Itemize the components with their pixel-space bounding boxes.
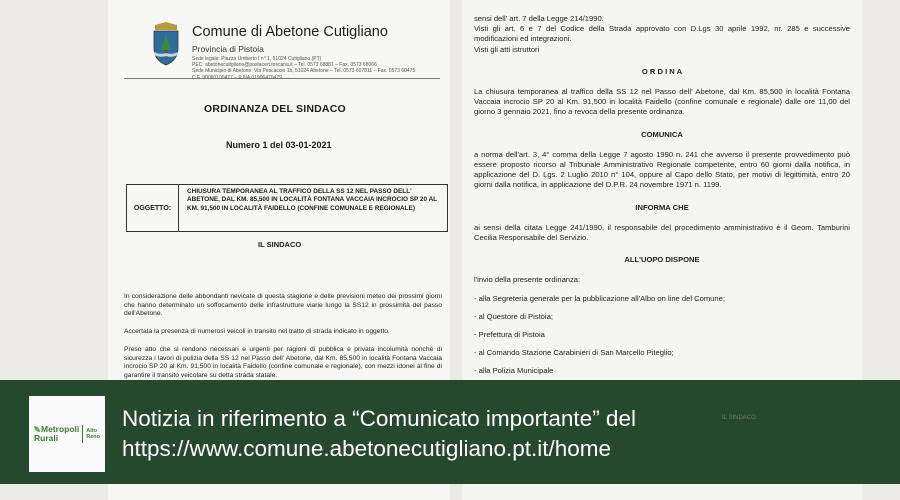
metropoli-rurali-logo [29, 396, 105, 472]
list-item: - alla Segreteria generale per la pubblicazione all'Albo on line del Comune; [474, 293, 725, 303]
dispone-heading: ALL'UOPO DISPONE [624, 255, 700, 265]
logo-text: Rurali [34, 433, 59, 443]
list-item: - Prefettura di Pistoia [474, 330, 545, 340]
informa-heading: INFORMA CHE [635, 202, 689, 212]
ordina-heading: O R D I N A [641, 66, 683, 76]
logo-side-text: Alto [86, 427, 97, 434]
right-body-text [474, 14, 850, 377]
il-sindaco-heading: IL SINDACO [258, 240, 302, 249]
province-subtitle: Provincia di Pistoia [192, 44, 264, 54]
body-paragraph: Preso atto che si rendono necessari e urgenti per ragioni di pubblica e privata incolumità nonché di sicurezza i lavori di pulizia della SS 12 nel Passo dell' Abetone, dal Km. 85,500 in località Fontana Vaccaia incrocio SP 20 al Km. 91,500 in località Faidello (confine comunale e regionale), con mezzi idonei al fine di garantire il transito veicolare su detta strada statale. [124, 345, 442, 379]
document-title: ORDINANZA DEL SINDACO [204, 103, 346, 115]
subject-box [126, 184, 448, 232]
coat-of-arms-icon [150, 22, 182, 66]
subject-text: CHIUSURA TEMPORANEA AL TRAFFICO DELLA SS 12 NEL PASSO DELL' ABETONE, DAL KM. 85,500 IN LOCALITÀ FONTANA VACCAIA INCROCIO SP 20 AL KM. 91,500 IN LOCALITÀ FAIDELLO (CONFINE COMUNALE E REGIONALE) [187, 188, 437, 212]
comunica-paragraph: a norma dell'art. 3, 4° comma della Legge 7 agosto 1990 n. 241 che avverso il presente provvedimento può essere proposto ricorso al Tribunale Amministrativo Regionale competente, entro 60 giorni dalla notifica, in applicazione del D. Lgs. 2 Luglio 2010 n° 104, oppure al Capo dello Stato, per motivi di legittimità, entro 20 giorni dalla notifica, in applicazione del D.P.R. 24 novembre 1971 n. 1199. [474, 149, 850, 190]
list-item: - al Questore di Pistoia; [474, 311, 553, 321]
body-paragraph: Visti gli art. 6 e 7 del Codice della Strada approvato con D.Lgs 30 aprile 1992, nr. 285 e successive modificazioni ed integrazioni. [474, 24, 850, 44]
header-info-line: Sede Municipio di Abetone: Via Pescaccio 1b, 51024 Abetone – Tel. 0573 607811 – Fax. 0573 60475 [192, 68, 416, 75]
header-info-line: C.F. 90060100477 – P.IVA 01906470479 [192, 74, 282, 81]
faded-sindaco-signature: IL SINDACO [722, 415, 756, 421]
header-divider [124, 78, 440, 79]
informa-paragraph: ai sensi della citata Legge 241/1990, il responsabile del procedimento amministrativo è il Geom. Tamburini Cecilia Responsabile del Servizio. [474, 222, 850, 243]
header-info-line: Sede legale: Piazza Umberto I n° 1, 51024 Cutigliano (PT) [192, 56, 322, 62]
logo-text: Metropoli [41, 424, 80, 434]
banner-link-url[interactable]: https://www.comune.abetonecutigliano.pt.it/home [122, 436, 612, 461]
banner-caption [122, 404, 882, 464]
logo-divider [82, 425, 83, 443]
comunica-heading: COMUNICA [641, 129, 683, 139]
dispone-intro: l'invio della presente ordinanza: [474, 275, 581, 285]
banner-line-1: Notizia in riferimento a “Comunicato importante” del [122, 406, 636, 431]
body-paragraph: sensi dell' art. 7 della Legge 214/1990. [474, 14, 604, 23]
list-item: - al Comando Stazione Carabinieri di San Marcello Piteglio; [474, 348, 674, 358]
leaf-icon [34, 426, 40, 432]
body-paragraph: Visti gli atti istruttori [474, 44, 540, 54]
ordinance-number: Numero 1 del 03-01-2021 [226, 140, 332, 150]
news-banner [0, 380, 900, 484]
subject-label: OGGETTO: [127, 185, 179, 231]
logo-side-text: Reno [86, 434, 100, 440]
body-paragraph: Accertata la presenza di numerosi veicoli in transito nel tratto di strada indicato in oggetto. [124, 328, 390, 336]
ordina-paragraph: La chiusura temporanea al traffico della SS 12 nel Passo dell' Abetone, dal Km. 85,500 in località Fontana Vaccaia incrocio SP 20 al Km. 91,500 in località Faidello (confine comunale e regionale) dalle ore 11,00 del giorno 3 gennaio 2021, fino a revoca della presente ordinanza. [474, 87, 850, 117]
header-info-line: PEC: abetonecutigliano@postacert.toscana.it – Tel. 0573 68881 – Fax. 0573 68066 [192, 62, 377, 69]
municipality-title: Comune di Abetone Cutigliano [192, 24, 388, 40]
body-paragraph: In considerazione delle abbondanti nevicate di questa stagione e delle previsioni meteo dei prossimi giorni che hanno determinato un soffocamento delle infrastrutture viarie lungo la SS12 in prossimità del passo dell'Abetone. [124, 293, 442, 318]
list-item: - alla Polizia Municipale [474, 366, 554, 376]
